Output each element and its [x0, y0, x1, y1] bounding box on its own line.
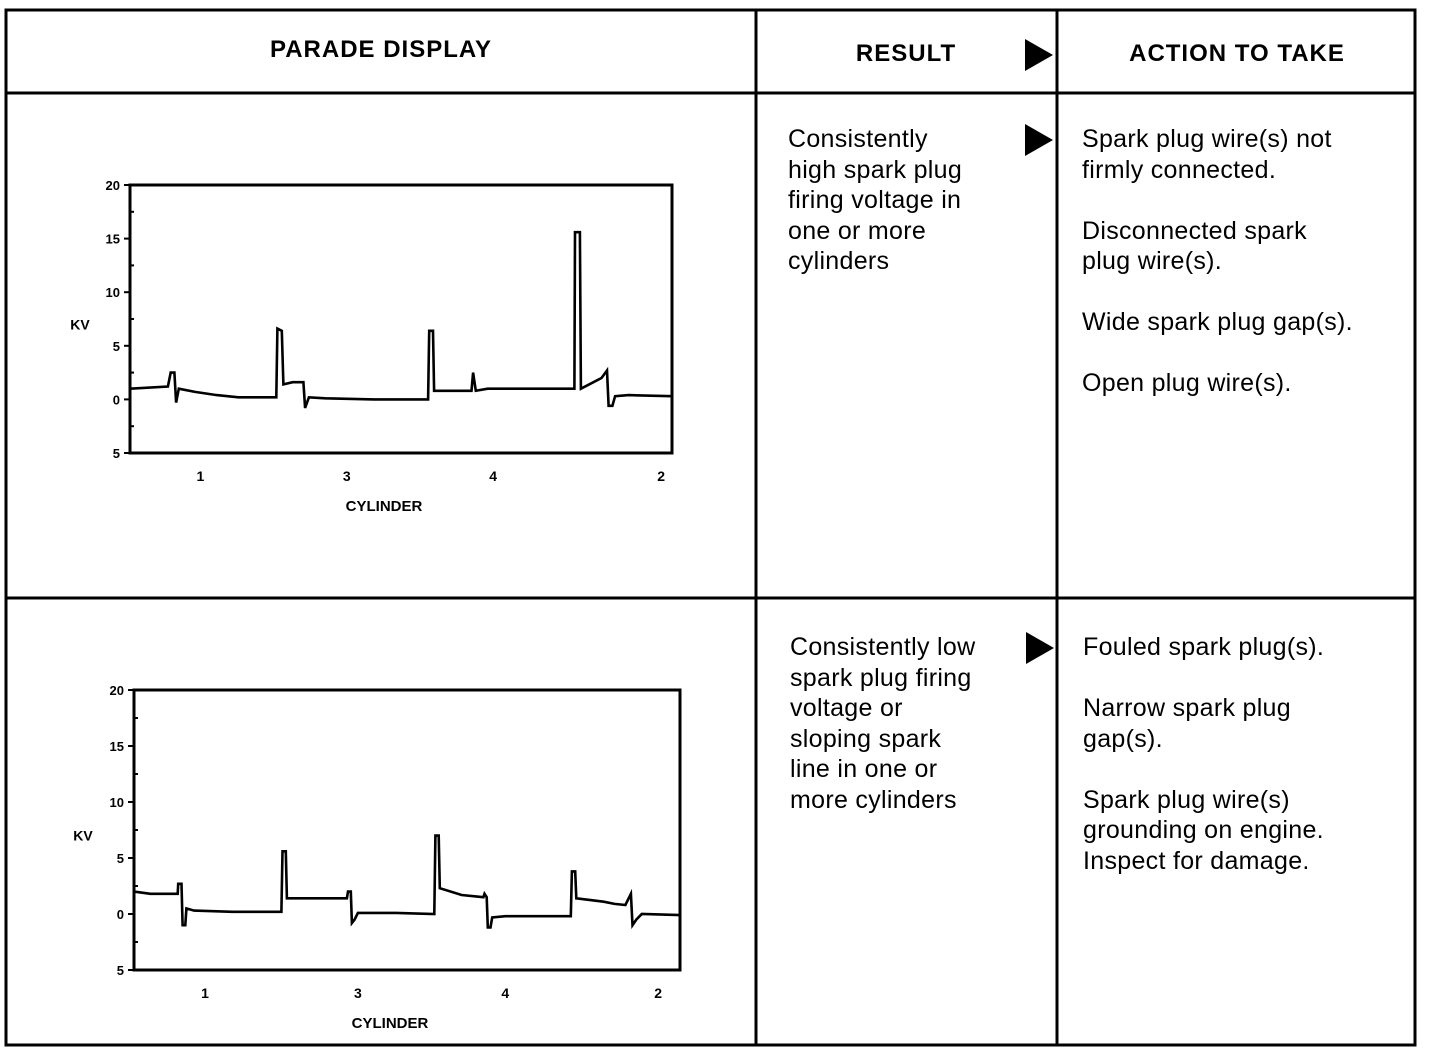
waveform-line	[134, 836, 680, 928]
y-tick-label: 5	[116, 851, 124, 866]
y-tick-label: 0	[116, 907, 124, 922]
x-tick-label: 3	[342, 468, 351, 484]
x-tick-label: 2	[657, 468, 666, 484]
row-1-action-3: Wide spark plug gap(s).	[1082, 308, 1353, 336]
header-parade-display: PARADE DISPLAY	[269, 36, 493, 63]
x-tick-label: 1	[196, 468, 205, 484]
y-axis-label: KV	[73, 827, 93, 844]
row-2-action-3: Spark plug wire(s) grounding on engine. Inspect for damage.	[1083, 785, 1324, 875]
y-axis-label: KV	[70, 316, 90, 333]
y-tick-label: 20	[109, 683, 124, 698]
x-tick-label: 3	[353, 985, 362, 1001]
x-axis-label: CYLINDER	[351, 1015, 429, 1032]
y-tick-label: 10	[105, 285, 120, 301]
x-tick-label: 2	[654, 985, 663, 1001]
y-tick-label: 0	[112, 392, 120, 408]
row-2-action-1: Fouled spark plug(s).	[1083, 633, 1325, 661]
header-action-to-take: ACTION TO TAKE	[1129, 40, 1345, 67]
row-2-action-2: Narrow spark plug gap(s).	[1083, 694, 1291, 753]
row-1-action-4: Open plug wire(s).	[1082, 369, 1292, 397]
y-tick-label: 15	[109, 739, 124, 754]
y-tick-label: 5	[116, 963, 124, 978]
y-tick-label: 10	[109, 795, 124, 810]
plot-frame	[134, 690, 680, 970]
row-2-result: Consistently low spark plug firing voltage or sloping spark line in one or more cylinders	[790, 633, 976, 814]
y-tick-label: 20	[105, 178, 120, 193]
y-tick-label: 5	[112, 446, 120, 461]
row-1-result: Consistently high spark plug firing voltage in one or more cylinders	[788, 125, 963, 275]
x-tick-label: 1	[201, 985, 209, 1001]
header-result: RESULT	[855, 40, 957, 67]
y-tick-label: 15	[105, 231, 120, 247]
x-tick-label: 4	[489, 468, 498, 484]
x-axis-label: CYLINDER	[345, 498, 423, 515]
row-1-action-2: Disconnected spark plug wire(s).	[1082, 216, 1307, 275]
row-1-action-1: Spark plug wire(s) not firmly connected.	[1082, 125, 1332, 184]
y-tick-label: 5	[112, 338, 120, 354]
x-tick-label: 4	[501, 985, 510, 1001]
